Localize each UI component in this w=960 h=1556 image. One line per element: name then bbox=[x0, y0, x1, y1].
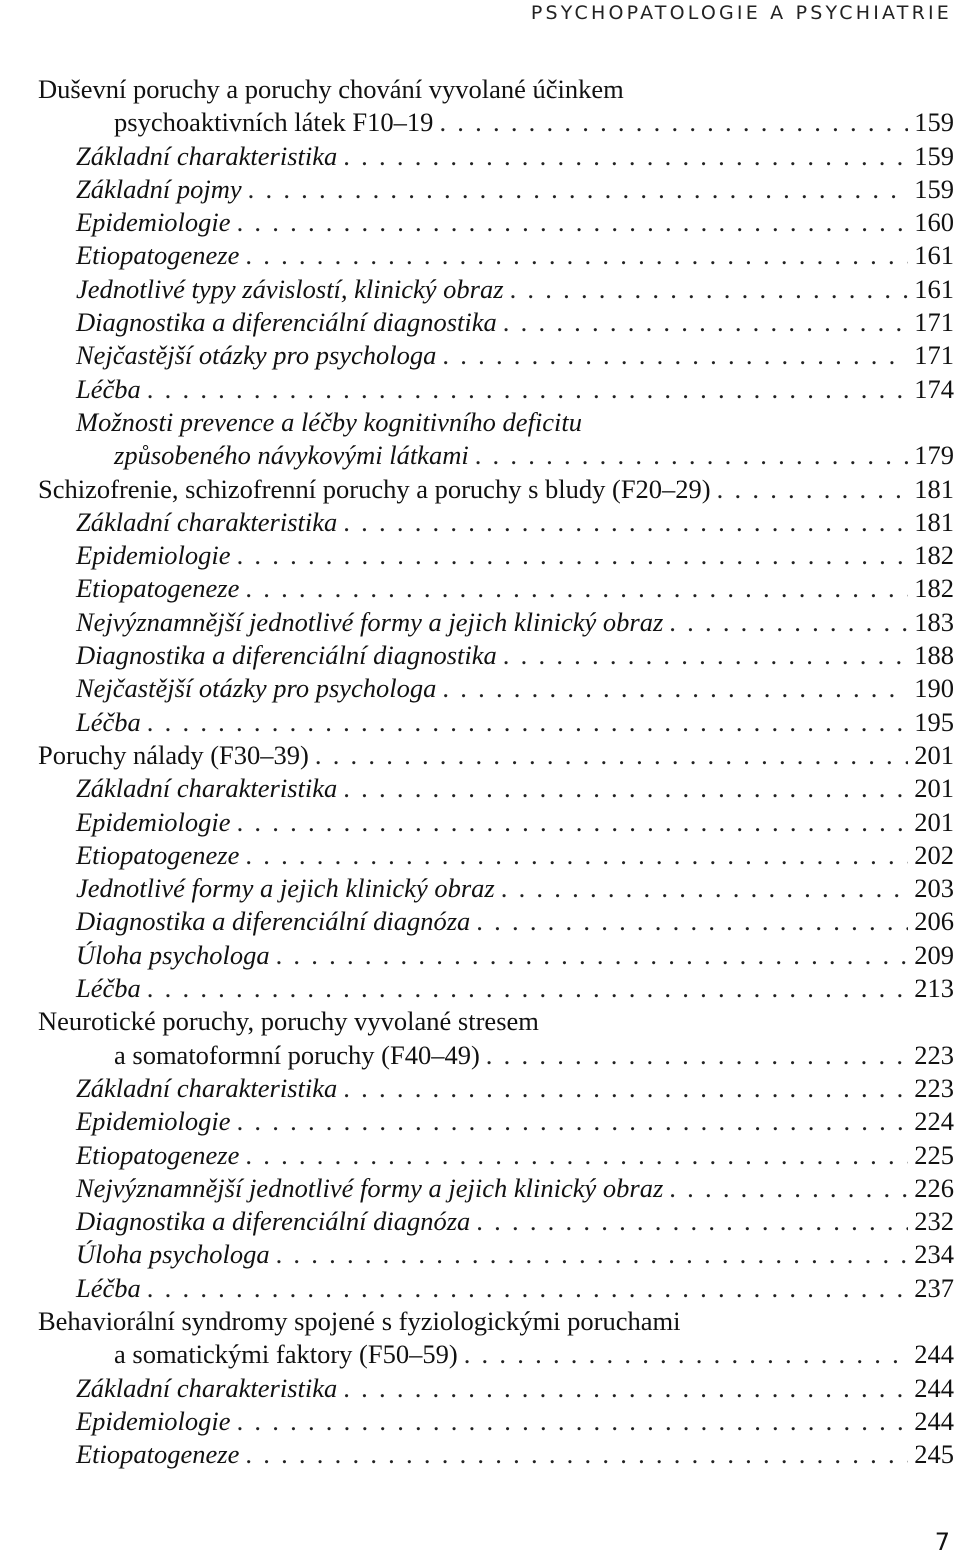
toc-entry-page: 159 bbox=[914, 140, 954, 171]
toc-entry bbox=[38, 806, 954, 839]
toc-entry-title: Etiopatogeneze bbox=[76, 240, 240, 271]
toc-entry bbox=[38, 273, 954, 306]
toc-entry bbox=[38, 140, 954, 173]
toc-entry bbox=[38, 1372, 954, 1405]
dot-leader bbox=[717, 473, 909, 506]
toc-entry-page: 223 bbox=[914, 1072, 954, 1103]
dot-leader bbox=[147, 1272, 908, 1305]
dot-leader bbox=[476, 905, 908, 938]
toc-entry-page: 225 bbox=[914, 1139, 954, 1170]
dot-leader bbox=[237, 206, 909, 239]
toc-entry bbox=[38, 1072, 954, 1105]
dot-leader bbox=[476, 1205, 908, 1238]
table-of-contents bbox=[38, 73, 954, 1471]
toc-entry bbox=[38, 1205, 954, 1238]
toc-entry-title: Etiopatogeneze bbox=[76, 573, 240, 604]
dot-leader bbox=[669, 1172, 908, 1205]
toc-entry-page: 234 bbox=[914, 1239, 954, 1270]
dot-leader bbox=[475, 439, 909, 472]
toc-entry-title: Diagnostika a diferenciální diagnóza bbox=[76, 906, 471, 937]
toc-entry bbox=[38, 639, 954, 672]
toc-entry bbox=[38, 306, 954, 339]
toc-entry bbox=[38, 739, 954, 772]
toc-entry-title: Nejvýznamnější jednotlivé formy a jejich klinický obraz bbox=[76, 606, 664, 637]
dot-leader bbox=[147, 373, 908, 406]
dot-leader bbox=[464, 1338, 909, 1371]
toc-entry-title: Diagnostika a diferenciální diagnostika bbox=[76, 640, 497, 671]
dot-leader bbox=[343, 1072, 908, 1105]
toc-entry-page: 213 bbox=[914, 973, 954, 1004]
toc-entry-page: 171 bbox=[914, 307, 954, 338]
toc-entry-title: Základní pojmy bbox=[76, 173, 242, 204]
toc-entry-page: 224 bbox=[914, 1106, 954, 1137]
page-number: 7 bbox=[934, 1528, 950, 1556]
toc-entry bbox=[38, 1139, 954, 1172]
toc-entry-title: Základní charakteristika bbox=[76, 773, 338, 804]
dot-leader bbox=[237, 806, 909, 839]
dot-leader bbox=[147, 706, 908, 739]
toc-entry-title: Etiopatogeneze bbox=[76, 1139, 240, 1170]
dot-leader bbox=[245, 1438, 908, 1471]
toc-entry-page: 203 bbox=[914, 873, 954, 904]
toc-entry bbox=[38, 473, 954, 506]
toc-entry bbox=[38, 339, 954, 372]
dot-leader bbox=[343, 140, 908, 173]
dot-leader bbox=[503, 306, 908, 339]
dot-leader bbox=[276, 1238, 909, 1271]
toc-entry bbox=[38, 1005, 954, 1038]
toc-entry-page: 244 bbox=[914, 1372, 954, 1403]
toc-entry-title: Jednotlivé typy závislostí, klinický obraz bbox=[76, 273, 504, 304]
dot-leader bbox=[442, 339, 908, 372]
dot-leader bbox=[442, 672, 908, 705]
toc-entry-title: Léčba bbox=[76, 706, 141, 737]
toc-entry-page: 171 bbox=[914, 340, 954, 371]
toc-entry bbox=[38, 539, 954, 572]
toc-entry-page: 183 bbox=[914, 606, 954, 637]
dot-leader bbox=[237, 539, 909, 572]
toc-entry-title: Základní charakteristika bbox=[76, 1072, 338, 1103]
toc-entry-page: 174 bbox=[914, 373, 954, 404]
toc-entry-title: Úloha psychologa bbox=[76, 939, 270, 970]
toc-entry-page: 201 bbox=[914, 739, 954, 770]
toc-entry bbox=[38, 606, 954, 639]
toc-entry bbox=[38, 905, 954, 938]
toc-entry-title: Epidemiologie bbox=[76, 207, 231, 238]
toc-entry-page: 161 bbox=[914, 240, 954, 271]
toc-entry bbox=[38, 839, 954, 872]
toc-entry-title: Behaviorální syndromy spojené s fyziologickými poruchami bbox=[38, 1305, 681, 1336]
dot-leader bbox=[343, 506, 908, 539]
toc-entry-title: Duševní poruchy a poruchy chování vyvolané účinkem bbox=[38, 74, 624, 104]
dot-leader bbox=[501, 872, 909, 905]
toc-entry-page: 226 bbox=[914, 1172, 954, 1203]
toc-entry bbox=[38, 106, 954, 139]
toc-entry bbox=[38, 73, 954, 106]
toc-entry-page: 201 bbox=[914, 806, 954, 837]
toc-entry-page: 181 bbox=[914, 506, 954, 537]
toc-entry-page: 190 bbox=[914, 673, 954, 704]
toc-entry bbox=[38, 1305, 954, 1338]
toc-entry bbox=[38, 939, 954, 972]
toc-entry-page: 195 bbox=[914, 706, 954, 737]
toc-entry bbox=[38, 439, 954, 472]
toc-entry-page: 206 bbox=[914, 906, 954, 937]
toc-entry-page: 201 bbox=[914, 773, 954, 804]
toc-entry bbox=[38, 1039, 954, 1072]
toc-entry-title: Nejčastější otázky pro psychologa bbox=[76, 340, 437, 371]
toc-entry bbox=[38, 1105, 954, 1138]
toc-entry-title: Etiopatogeneze bbox=[76, 839, 240, 870]
toc-entry-page: 181 bbox=[914, 473, 954, 504]
dot-leader bbox=[439, 106, 908, 139]
toc-entry-title: Epidemiologie bbox=[76, 540, 231, 571]
toc-entry-page: 232 bbox=[914, 1206, 954, 1237]
dot-leader bbox=[315, 739, 908, 772]
toc-entry-page: 244 bbox=[914, 1339, 954, 1370]
dot-leader bbox=[486, 1039, 908, 1072]
toc-entry-title: psychoaktivních látek F10–19 bbox=[114, 107, 434, 138]
toc-entry-title: Epidemiologie bbox=[76, 806, 231, 837]
toc-entry bbox=[38, 972, 954, 1005]
toc-entry bbox=[38, 872, 954, 905]
dot-leader bbox=[245, 239, 908, 272]
toc-entry-title: Neurotické poruchy, poruchy vyvolané stresem bbox=[38, 1006, 539, 1037]
toc-entry bbox=[38, 406, 954, 439]
toc-entry bbox=[38, 1238, 954, 1271]
toc-entry bbox=[38, 173, 954, 206]
toc-entry bbox=[38, 206, 954, 239]
toc-entry-title: Diagnostika a diferenciální diagnóza bbox=[76, 1206, 471, 1237]
toc-entry-title: Nejčastější otázky pro psychologa bbox=[76, 673, 437, 704]
toc-entry-title: Základní charakteristika bbox=[76, 506, 338, 537]
toc-entry-page: 182 bbox=[914, 540, 954, 571]
dot-leader bbox=[245, 1139, 908, 1172]
toc-entry bbox=[38, 373, 954, 406]
toc-entry-title: Poruchy nálady (F30–39) bbox=[38, 739, 309, 770]
toc-entry-page: 188 bbox=[914, 640, 954, 671]
toc-entry-title: Úloha psychologa bbox=[76, 1239, 270, 1270]
toc-entry-title: Léčba bbox=[76, 373, 141, 404]
toc-entry bbox=[38, 239, 954, 272]
dot-leader bbox=[147, 972, 908, 1005]
toc-entry bbox=[38, 772, 954, 805]
dot-leader bbox=[245, 839, 908, 872]
toc-entry-title: a somatoformní poruchy (F40–49) bbox=[114, 1039, 480, 1070]
toc-entry-page: 160 bbox=[914, 207, 954, 238]
dot-leader bbox=[237, 1405, 909, 1438]
dot-leader bbox=[237, 1105, 909, 1138]
toc-entry-title: Léčba bbox=[76, 973, 141, 1004]
toc-entry-page: 237 bbox=[914, 1272, 954, 1303]
toc-entry-page: 182 bbox=[914, 573, 954, 604]
dot-leader bbox=[276, 939, 909, 972]
toc-entry-title: Epidemiologie bbox=[76, 1106, 231, 1137]
running-head: PSYCHOPATOLOGIE A PSYCHIATRIE bbox=[530, 2, 952, 24]
dot-leader bbox=[503, 639, 908, 672]
toc-entry-title: způsobeného návykovými látkami bbox=[114, 440, 469, 471]
toc-entry-title: Jednotlivé formy a jejich klinický obraz bbox=[76, 873, 495, 904]
toc-entry-page: 202 bbox=[914, 839, 954, 870]
toc-entry-title: Léčba bbox=[76, 1272, 141, 1303]
dot-leader bbox=[669, 606, 908, 639]
toc-entry bbox=[38, 672, 954, 705]
toc-entry bbox=[38, 506, 954, 539]
toc-entry-page: 245 bbox=[914, 1439, 954, 1470]
toc-entry bbox=[38, 1272, 954, 1305]
toc-entry bbox=[38, 1438, 954, 1471]
toc-entry-title: Možnosti prevence a léčby kognitivního deficitu bbox=[76, 406, 583, 437]
dot-leader bbox=[343, 1372, 908, 1405]
toc-entry bbox=[38, 1338, 954, 1371]
toc-entry-page: 179 bbox=[914, 440, 954, 471]
toc-entry-title: Diagnostika a diferenciální diagnostika bbox=[76, 307, 497, 338]
toc-entry-title: Základní charakteristika bbox=[76, 140, 338, 171]
toc-entry-page: 244 bbox=[914, 1405, 954, 1436]
toc-entry-title: Nejvýznamnější jednotlivé formy a jejich klinický obraz bbox=[76, 1172, 664, 1203]
toc-entry-title: Epidemiologie bbox=[76, 1405, 231, 1436]
toc-entry bbox=[38, 572, 954, 605]
dot-leader bbox=[248, 173, 909, 206]
toc-entry bbox=[38, 1172, 954, 1205]
toc-entry-title: Schizofrenie, schizofrenní poruchy a poruchy s bludy (F20–29) bbox=[38, 473, 711, 504]
toc-entry-page: 159 bbox=[914, 173, 954, 204]
dot-leader bbox=[343, 772, 908, 805]
toc-entry-title: a somatickými faktory (F50–59) bbox=[114, 1339, 458, 1370]
toc-entry-title: Etiopatogeneze bbox=[76, 1439, 240, 1470]
toc-entry-page: 161 bbox=[914, 273, 954, 304]
toc-entry-title: Základní charakteristika bbox=[76, 1372, 338, 1403]
toc-entry-page: 223 bbox=[914, 1039, 954, 1070]
dot-leader bbox=[245, 572, 908, 605]
toc-entry bbox=[38, 706, 954, 739]
dot-leader bbox=[510, 273, 909, 306]
toc-entry-page: 159 bbox=[914, 107, 954, 138]
toc-entry-page: 209 bbox=[914, 939, 954, 970]
toc-entry bbox=[38, 1405, 954, 1438]
